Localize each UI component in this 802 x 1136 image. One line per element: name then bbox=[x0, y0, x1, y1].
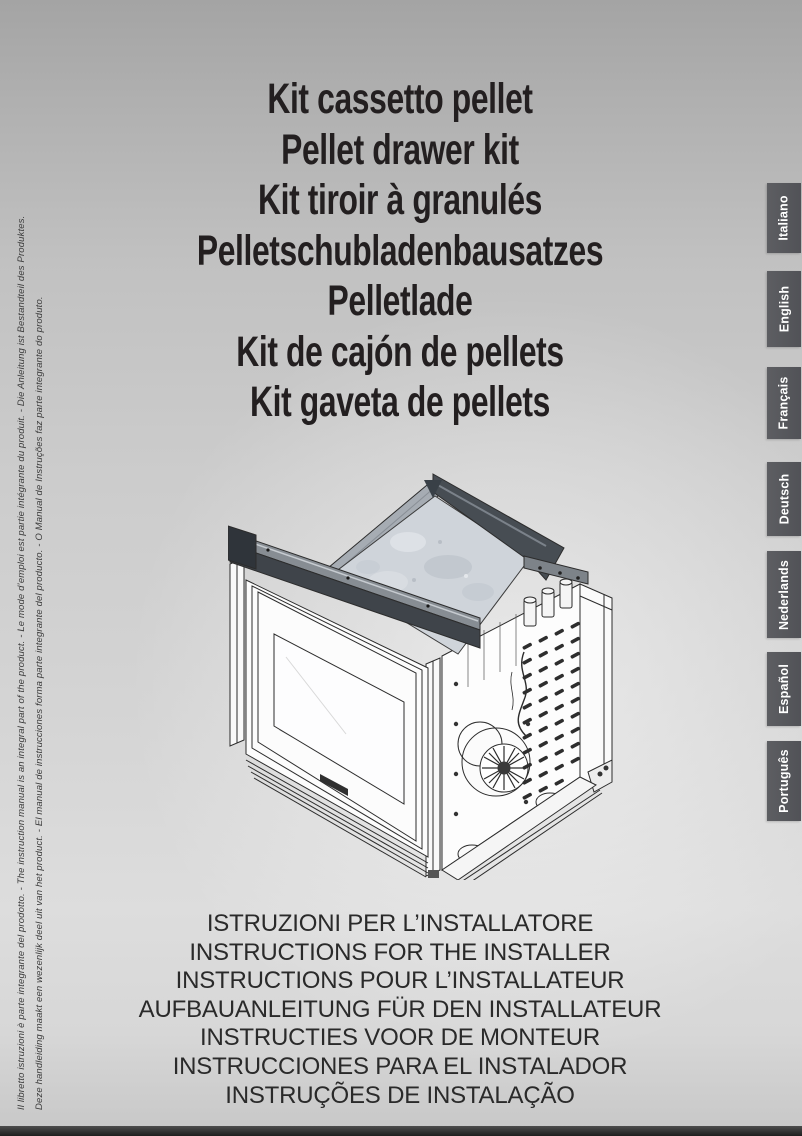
installer-line-german: AUFBAUANLEITUNG FÜR DEN INSTALLATEUR bbox=[138, 995, 662, 1023]
installer-line-english: INSTRUCTIONS FOR THE INSTALLER bbox=[189, 938, 611, 966]
title-line-german: Pelletschubladenbausatzes bbox=[196, 226, 604, 275]
title-block bbox=[145, 74, 656, 428]
title-line-german-2: Pelletlade bbox=[327, 277, 473, 325]
language-tab-italiano bbox=[767, 183, 801, 253]
language-tab-label: Italiano bbox=[777, 195, 792, 241]
margin-note bbox=[13, 216, 49, 1110]
title-line-french: Kit tiroir à granulés bbox=[258, 176, 542, 224]
language-tab-label: English bbox=[777, 285, 792, 333]
language-tab-portugues bbox=[767, 741, 801, 821]
bottom-bar bbox=[0, 1126, 802, 1136]
title-line-english: Pellet drawer kit bbox=[281, 125, 519, 174]
language-tab-francais bbox=[767, 367, 801, 439]
language-tab-espanol bbox=[767, 652, 801, 726]
stove-illustration bbox=[228, 472, 618, 880]
language-tab-label: Español bbox=[777, 663, 791, 715]
installer-line-portuguese: INSTRUÇÕES DE INSTALAÇÃO bbox=[225, 1081, 575, 1109]
language-tab-nederlands bbox=[767, 551, 801, 638]
title-line-portuguese: Kit gaveta de pellets bbox=[250, 378, 550, 426]
title-line-italian: Kit cassetto pellet bbox=[267, 75, 533, 123]
installer-line-french: INSTRUCTIONS POUR L’INSTALLATEUR bbox=[175, 967, 625, 995]
language-tab-english bbox=[767, 271, 801, 347]
installer-line-dutch: INSTRUCTIES VOOR DE MONTEUR bbox=[200, 1024, 600, 1052]
language-tab-label: Deutsch bbox=[777, 473, 791, 525]
language-tab-label: Nederlands bbox=[777, 559, 791, 630]
margin-note-line-2: Deze handleiding maakt een wezenlijk deel uit van het product. - El manual de instrucciones forma parte integrante del producto. - O Manual de Instruções faz parte integrante do produto. bbox=[34, 296, 45, 1110]
title-line-spanish: Kit de cajón de pellets bbox=[236, 327, 564, 376]
installer-block bbox=[55, 910, 745, 1110]
language-tab-label: Português bbox=[777, 749, 791, 813]
language-tab-label: Français bbox=[777, 376, 791, 430]
margin-note-line-1: Il libretto istruzioni è parte integrante del prodotto. - The instruction manual is an integral part of the product. - Le mode d’emploi est partie intégrante du produit. - Die Anleitung ist Bestandteil des Produktes. bbox=[16, 215, 27, 1110]
installer-line-spanish: INSTRUCCIONES PARA EL INSTALADOR bbox=[172, 1052, 628, 1080]
installer-line-italian: ISTRUZIONI PER L’INSTALLATORE bbox=[206, 910, 594, 937]
language-tab-deutsch bbox=[767, 462, 801, 536]
